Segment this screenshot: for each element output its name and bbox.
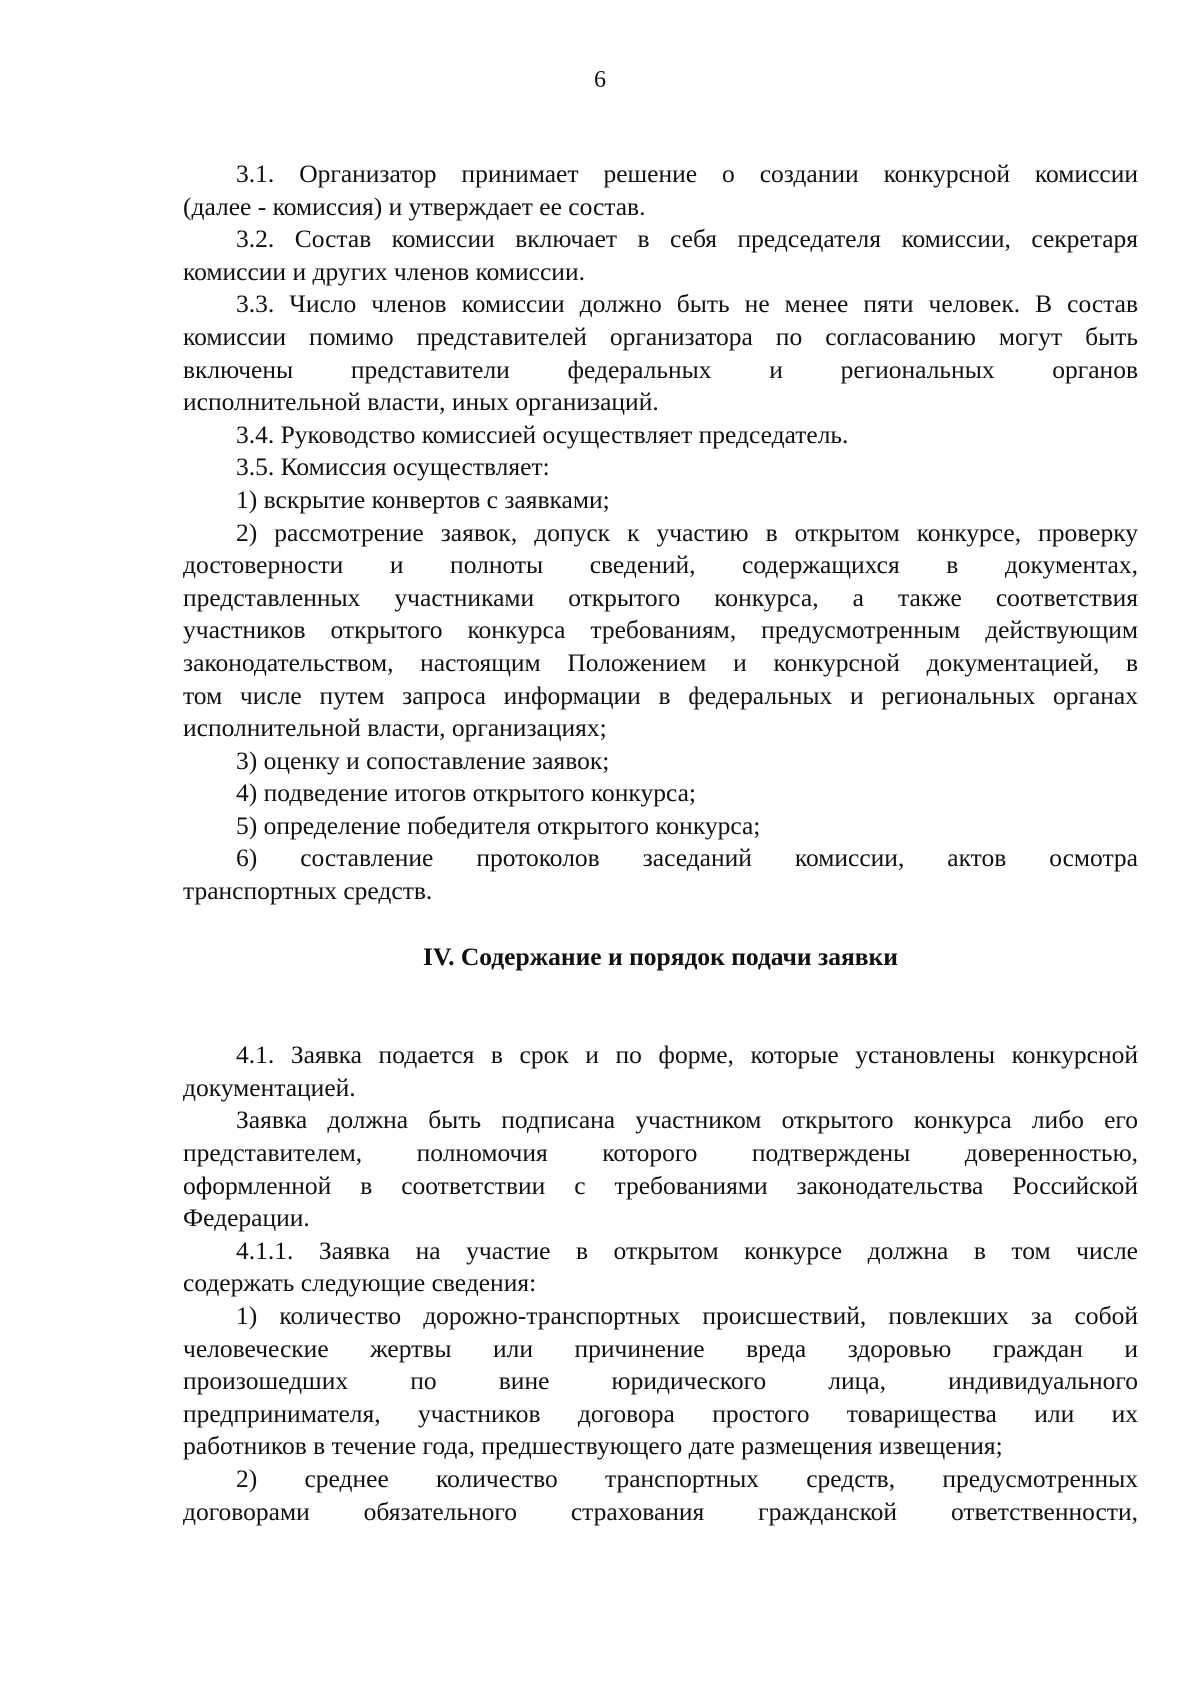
text-line: 2) среднее количество транспортных средств, предусмотренных xyxy=(236,1463,1138,1493)
text-line: 5) определение победителя открытого конкурса; xyxy=(236,810,761,840)
text-line: (далее - комиссия) и утверждает ее состав. xyxy=(183,191,646,221)
text-line: работников в течение года, предшествующего дате размещения извещения; xyxy=(183,1431,1003,1461)
text-line: представленных участниками открытого конкурса, а также соответствия xyxy=(183,582,1138,612)
text-line: произошедших по вине юридического лица, индивидуального xyxy=(183,1366,1138,1396)
text-line: представителем, полномочия которого подтверждены доверенностью, xyxy=(183,1138,1138,1168)
text-line: 3.4. Руководство комиссией осуществляет председатель. xyxy=(236,419,849,449)
text-line: законодательством, настоящим Положением и конкурсной документацией, в xyxy=(183,647,1138,677)
text-line: Федерации. xyxy=(183,1203,310,1233)
text-line: 6) составление протоколов заседаний комиссии, актов осмотра xyxy=(236,843,1138,873)
text-line: 3.5. Комиссия осуществляет: xyxy=(236,452,550,482)
text-line: исполнительной власти, организациях; xyxy=(183,713,607,743)
section-4-text xyxy=(183,1039,1138,1528)
text-line: человеческие жертвы или причинение вреда здоровью граждан и xyxy=(183,1333,1138,1363)
text-line: предпринимателя, участников договора простого товарищества или их xyxy=(183,1398,1138,1428)
text-line: 3.1. Организатор принимает решение о создании конкурсной комиссии xyxy=(236,159,1138,188)
text-line: 3) оценку и сопоставление заявок; xyxy=(236,745,610,775)
text-line: комиссии помимо представителей организатора по согласованию могут быть xyxy=(183,321,1138,351)
text-line: Заявка должна быть подписана участником открытого конкурса либо его xyxy=(236,1105,1138,1135)
page-number: 6 xyxy=(594,67,606,93)
text-line: том числе путем запроса информации в федеральных и региональных органах xyxy=(183,680,1138,710)
text-line: 3.2. Состав комиссии включает в себя председателя комиссии, секретаря xyxy=(236,224,1138,254)
text-line: исполнительной власти, иных организаций. xyxy=(183,387,659,417)
text-line: 4.1. Заявка подается в срок и по форме, которые установлены конкурсной xyxy=(236,1040,1138,1070)
text-line: 4.1.1. Заявка на участие в открытом конкурсе должна в том числе xyxy=(236,1235,1138,1265)
text-line: договорами обязательного страхования гражданской ответственности, xyxy=(183,1496,1138,1526)
text-line: документацией. xyxy=(183,1072,356,1102)
text-line: 3.3. Число членов комиссии должно быть не менее пяти человек. В состав xyxy=(236,289,1138,319)
document-body xyxy=(183,158,1138,1528)
text-line: 4) подведение итогов открытого конкурса; xyxy=(236,778,696,808)
text-line: участников открытого конкурса требованиям, предусмотренным действующим xyxy=(183,615,1138,645)
text-line: включены представители федеральных и региональных органов xyxy=(183,354,1138,384)
text-line: 1) количество дорожно-транспортных происшествий, повлекших за собой xyxy=(236,1301,1138,1330)
text-line: оформленной в соответствии с требованиями законодательства Российской xyxy=(183,1170,1138,1200)
text-line: транспортных средств. xyxy=(183,876,433,906)
section-4-heading: IV. Содержание и порядок подачи заявки xyxy=(423,941,898,971)
text-line: содержать следующие сведения: xyxy=(183,1268,537,1298)
section-3-text xyxy=(183,158,1138,908)
text-line: 2) рассмотрение заявок, допуск к участию в открытом конкурсе, проверку xyxy=(236,517,1138,547)
text-line: комиссии и других членов комиссии. xyxy=(183,256,585,286)
text-line: 1) вскрытие конвертов с заявками; xyxy=(236,484,610,514)
text-line: достоверности и полноты сведений, содержащихся в документах, xyxy=(183,550,1138,580)
